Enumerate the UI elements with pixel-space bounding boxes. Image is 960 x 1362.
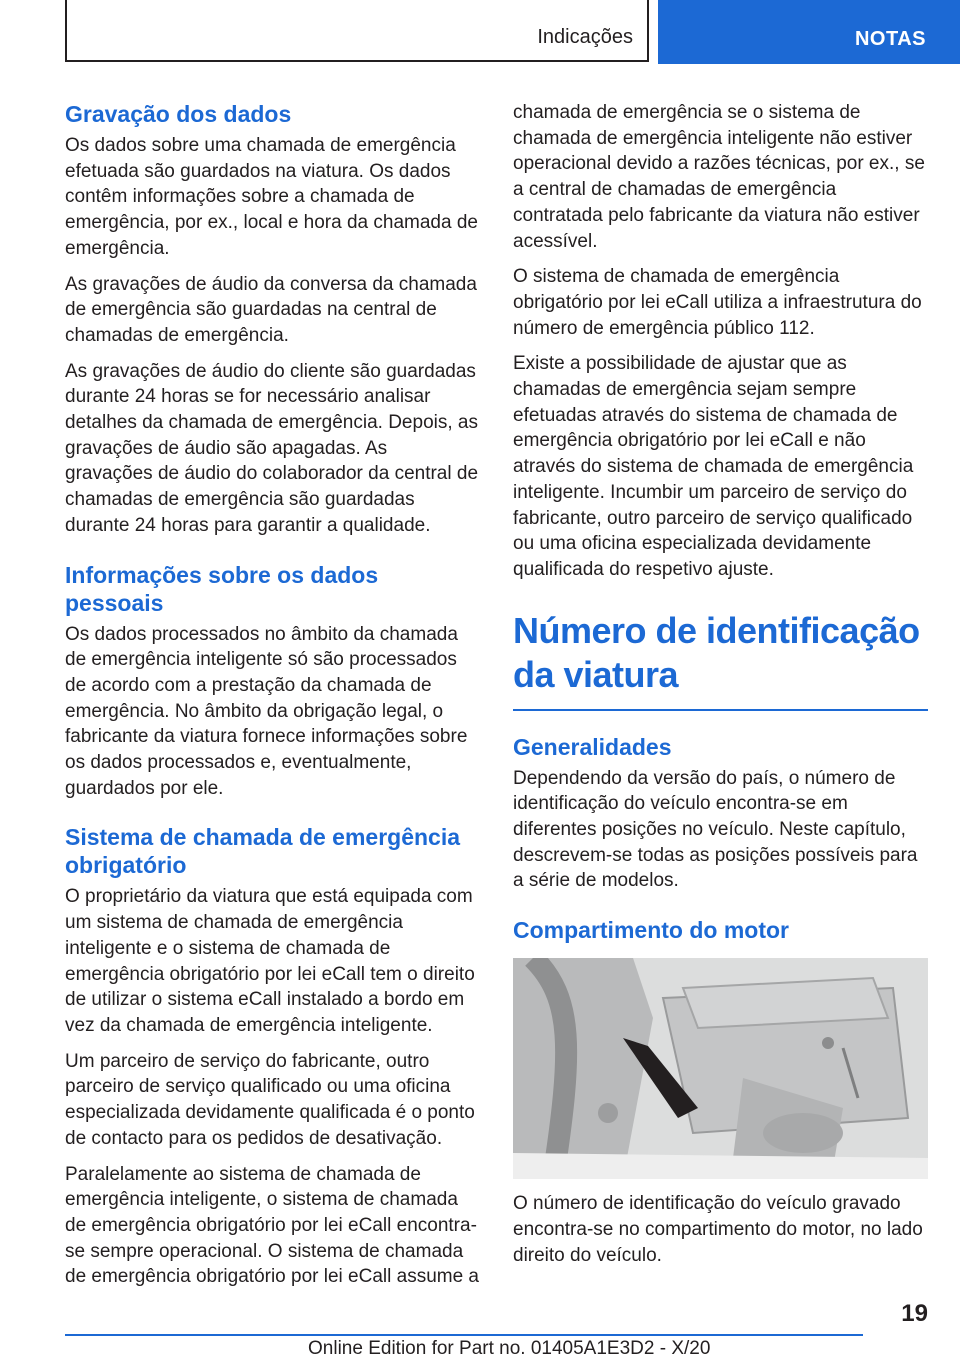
page-header (0, 0, 960, 66)
chapter-tab (658, 0, 960, 64)
section-mandatory-ecall (65, 823, 480, 1290)
engine-compartment-image (513, 958, 928, 1179)
left-column (65, 100, 480, 1312)
image-caption: O número de identificação do veículo gravado encontra-se no compartimento do motor, no lado direito do veículo. (513, 1193, 923, 1266)
paragraph: Um parceiro de serviço do fabricante, outro parceiro de serviço qualificado ou uma oficina especializada devidamente qualificada é o ponto de contacto para os pedidos de desativação. (65, 1050, 475, 1149)
paragraph: Existe a possibilidade de ajustar que as chamadas de emergência sejam sempre efetuadas através do sistema de chamada de emergência obrigatório por lei eCall e não através do sistema de chamada de emergência inteligente. Incumbir um parceiro de serviço do fabricante, outro parceiro de serviço qualificado ou uma oficina especializada devidamente qualificada do respetivo ajuste. (513, 353, 914, 580)
section-heading: Compartimento do motor (513, 917, 789, 944)
edition-note: Online Edition for Part no. 01405A1E3D2 - X/20 (308, 1338, 711, 1359)
chapter-divider (513, 709, 928, 711)
paragraph: O proprietário da viatura que está equipada com um sistema de chamada de emergência inteligente e o sistema de chamada de emergência obrigatório por lei eCall tem o direito de utilizar o sistema eCall instalado a bordo em vez da chamada de emergência inteligente. (65, 886, 475, 1036)
section-general (513, 733, 928, 895)
paragraph: Os dados sobre uma chamada de emergência efetuada são guardados na viatura. Os dados contêm informações sobre a chamada de emergência, por ex., local e hora da chamada de emergência. (65, 135, 478, 259)
paragraph: Dependendo da versão do país, o número de identificação do veículo encontra-se em diferentes posições no veículo. Neste capítulo, descrevem-se todas as posições possíveis para a série de modelos. (513, 767, 918, 892)
section-engine-compartment (513, 916, 928, 1268)
section-tab (65, 0, 649, 62)
continued-text (513, 100, 928, 583)
paragraph: As gravações de áudio da conversa da chamada de emergência são guardadas na central de chamadas de emergência. (65, 273, 477, 346)
paragraph: O sistema de chamada de emergência obrigatório por lei eCall utiliza a infraestrutura do número de emergência público 112. (513, 266, 922, 339)
footer-divider (65, 1334, 863, 1336)
section-heading: Gravação dos dados (65, 101, 292, 127)
section-label: Indicações (537, 26, 633, 48)
engine-illustration (513, 958, 928, 1179)
paragraph: chamada de emergência se o sistema de chamada de emergência inteligente não estiver operacional devido a razões técnicas, por ex., se a central de chamadas de emergência contratada pelo fabricante da viatura não estiver acessível. (513, 102, 925, 252)
section-personal-data (65, 561, 480, 802)
section-heading: Generalidades (513, 733, 672, 760)
paragraph: As gravações de áudio do cliente são guardadas durante 24 horas se for necessário analisar detalhes da chamada de emergência. Depois, as gravações de áudio são apagadas. As gravações de áudio do colaborador da central de chamadas de emergência são guardadas durante 24 horas para garantir a qualidade. (65, 360, 479, 536)
chapter-label: NOTAS (854, 28, 926, 50)
paragraph: Os dados processados no âmbito da chamada de emergência inteligente só são processados de acordo com a prestação da chamada de emergência. No âmbito da obrigação legal, o fabricante da viatura fornece informações sobre os dados processados e, eventualmente, guardados por ele. (65, 623, 468, 799)
section-data-recording (65, 100, 480, 539)
right-column (513, 100, 928, 1278)
paragraph: Paralelamente ao sistema de chamada de emergência inteligente, o sistema de chamada de emergência obrigatório por lei eCall encontra-se sempre operacional. O sistema de chamada de emergência obrigatório por lei eCall assume a (65, 1163, 480, 1288)
chapter-title: Número de identificação da viatura (513, 609, 920, 695)
page-number: 19 (901, 1300, 928, 1327)
section-heading: Sistema de chamada de emergência obrigatório (65, 824, 461, 879)
section-heading: Informações sobre os dados pessoais (65, 561, 379, 616)
